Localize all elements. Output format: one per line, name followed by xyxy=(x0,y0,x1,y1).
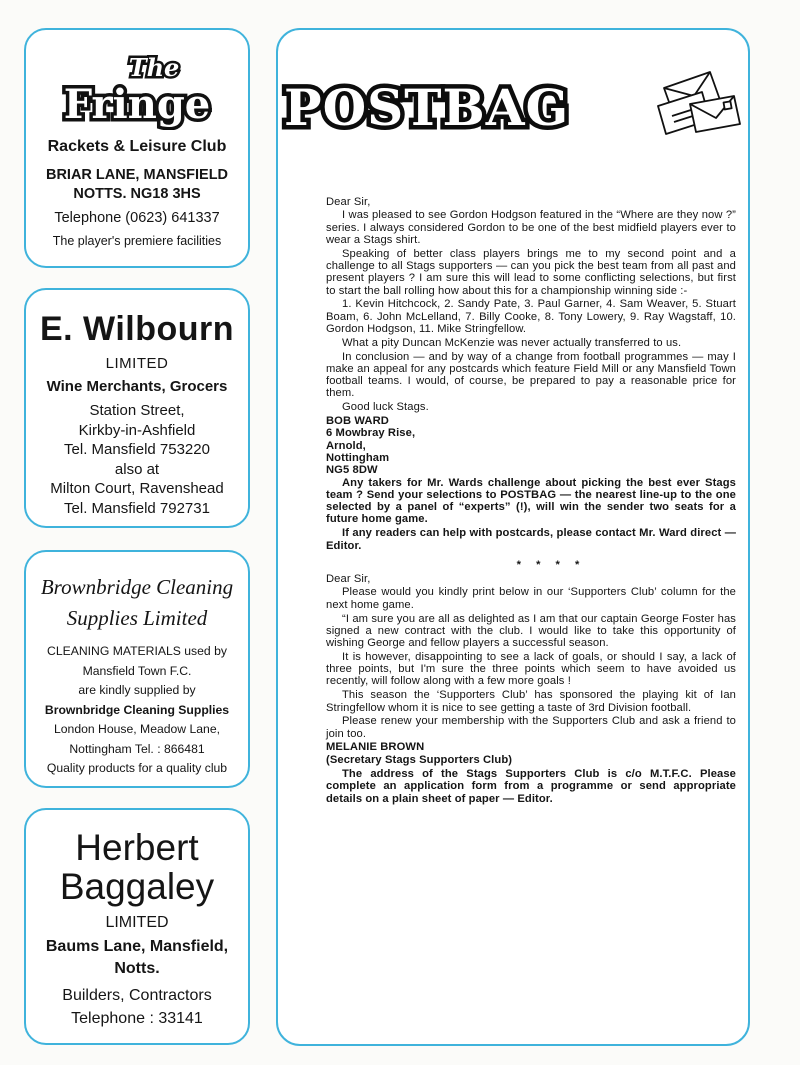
letter1-signature-address: Nottingham xyxy=(326,451,390,464)
letter1-signature-address: NG5 8DW xyxy=(326,464,378,477)
letters-separator: * * * * xyxy=(516,558,586,571)
brownbridge-line: Quality products for a quality club xyxy=(46,761,228,775)
letter1-signoff: Good luck Stags. xyxy=(342,401,429,414)
wilbourn-business-type: Wine Merchants, Grocers xyxy=(46,378,228,395)
envelopes-icon xyxy=(650,66,742,150)
fringe-logo-word: Fringe xyxy=(63,81,211,128)
letter1-salutation: Dear Sir, xyxy=(326,196,371,208)
fringe-telephone: Telephone (0623) 641337 xyxy=(54,210,220,226)
baggaley-name-line2: Baggaley xyxy=(59,866,215,907)
letter2-paragraph: Please would you kindly print below in our ‘Supporters Club’ column for the next home game. xyxy=(326,586,736,611)
fringe-logo xyxy=(62,50,212,130)
letter2-signature-title: (Secretary Stags Supporters Club) xyxy=(326,753,513,766)
editor-response: Any takers for Mr. Wards challenge about picking the best ever Stags team ? Send your selections to POSTBAG — the nearest line-up to the one selected by a panel of “experts” (!), will win the sender two seats for a future home game. xyxy=(326,476,736,526)
postbag-title xyxy=(284,66,634,150)
wilbourn-address-line: also at xyxy=(114,460,160,478)
baggaley-name-line1: Herbert xyxy=(75,827,199,868)
wilbourn-address xyxy=(26,401,248,518)
baggaley-address-line: Baums Lane, Mansfield, xyxy=(45,938,229,955)
brownbridge-line: are kindly supplied by xyxy=(78,683,196,697)
letter1-paragraph: Speaking of better class players brings me to my second point and a challenge to all Stags supporters — can you pick the best team from all past and present players ? I am sure this will lead to some conflicting selections, but first to start the ball rolling how about this for a championship winning side :- xyxy=(326,247,736,297)
editor-response: The address of the Stags Supporters Club is c/o M.T.F.C. Please complete an application form from a programme or send appropriate details on a plain sheet of paper — Editor. xyxy=(326,768,736,805)
brownbridge-ad xyxy=(24,550,250,788)
baggaley-business-type: Builders, Contractors xyxy=(62,987,212,1004)
fringe-address xyxy=(26,166,248,204)
letters-column xyxy=(326,196,736,806)
baggaley-address-line: Notts. xyxy=(114,960,160,977)
letter1-paragraph: In conclusion — and by way of a change from football programmes — may I make an appeal for any postcards which feature Field Mill or any Mansfield Town football teams. I would, of course, be prepared to pay a reasonable price for them. xyxy=(326,350,736,400)
letter2-signature-name: MELANIE BROWN xyxy=(326,741,425,754)
fringe-ad xyxy=(24,28,250,268)
brownbridge-line: Nottingham Tel. : 866481 xyxy=(69,741,205,756)
brownbridge-line: CLEANING MATERIALS used by xyxy=(47,644,227,658)
letter1-signature-name: BOB WARD xyxy=(326,415,389,428)
baggaley-details xyxy=(26,984,248,1030)
letter2-paragraph: This season the ‘Supporters Club’ has sponsored the playing kit of Ian Stringfellow whom it is nice to see getting a taste of 3rd Division football. xyxy=(326,689,736,714)
postbag-panel xyxy=(276,28,750,1046)
baggaley-limited: LIMITED xyxy=(105,914,169,931)
brownbridge-line: Brownbridge Cleaning Supplies xyxy=(44,702,230,717)
wilbourn-address-line: Station Street, xyxy=(89,402,185,419)
fringe-address-line1: BRIAR LANE, MANSFIELD xyxy=(45,167,229,183)
brownbridge-line: Mansfield Town F.C. xyxy=(82,663,192,678)
letter2-paragraph: Please renew your membership with the Supporters Club and ask a friend to join too. xyxy=(326,715,736,740)
brownbridge-name-line2: Supplies Limited xyxy=(66,606,208,630)
brownbridge-name-line1: Brownbridge Cleaning xyxy=(40,575,234,599)
letter2-salutation: Dear Sir, xyxy=(326,573,371,586)
wilbourn-address-line: Tel. Mansfield 792731 xyxy=(64,499,210,517)
editor-response: If any readers can help with postcards, please contact Mr. Ward direct — Editor. xyxy=(326,527,736,552)
letter1-paragraph: I was pleased to see Gordon Hodgson featured in the “Where are they now ?” series. I always considered Gordon to be one of the best midfield players ever to wear a Stags shirt. xyxy=(326,209,736,246)
letter1-team-list: 1. Kevin Hitchcock, 2. Sandy Pate, 3. Paul Garner, 4. Sam Weaver, 5. Stuart Boam, 6. John McLelland, 7. Billy Cooke, 8. Tony Lowery, 9. Ray Wagstaff, 10. Gordon Hodgson, 11. Mike Stringfellow. xyxy=(326,298,736,335)
wilbourn-limited: LIMITED xyxy=(105,355,169,372)
letter1-paragraph: What a pity Duncan McKenzie was never actually transferred to us. xyxy=(342,336,682,349)
letter1-signature-address: 6 Mowbray Rise, xyxy=(326,427,416,440)
brownbridge-body xyxy=(26,642,248,779)
wilbourn-address-line: Kirkby-in-Ashfield xyxy=(78,421,196,439)
brownbridge-name xyxy=(26,572,248,634)
baggaley-address xyxy=(26,936,248,980)
baggaley-ad xyxy=(24,808,250,1045)
fringe-tagline: Rackets & Leisure Club xyxy=(47,138,227,155)
baggaley-telephone: Telephone : 33141 xyxy=(71,1010,203,1027)
fringe-logo-the: The xyxy=(128,53,180,82)
wilbourn-name: E. Wilbourn xyxy=(39,310,235,348)
wilbourn-address-line: Tel. Mansfield 753220 xyxy=(64,441,210,458)
wilbourn-ad xyxy=(24,288,250,528)
letter2-paragraph: It is however, disappointing to see a lack of goals, or should I say, a lack of three points, but I'm sure the three points which seem to have avoided us recently, will follow along with a few more goals ! xyxy=(326,650,736,688)
wilbourn-address-line: Milton Court, Ravenshead xyxy=(50,480,224,497)
fringe-slogan: The player's premiere facilities xyxy=(52,234,222,248)
brownbridge-line: London House, Meadow Lane, xyxy=(53,722,220,736)
postbag-title-text: POSTBAG xyxy=(284,78,570,137)
fringe-address-line2: NOTTS. NG18 3HS xyxy=(73,186,201,202)
letter2-paragraph: “I am sure you are all as delighted as I am that our captain George Foster has signed a new contract with the club. I would like to take this opportunity of wishing George and fellow players a successful season. xyxy=(326,612,736,650)
letter1-signature-address: Arnold, xyxy=(326,439,366,452)
baggaley-name xyxy=(26,828,248,906)
